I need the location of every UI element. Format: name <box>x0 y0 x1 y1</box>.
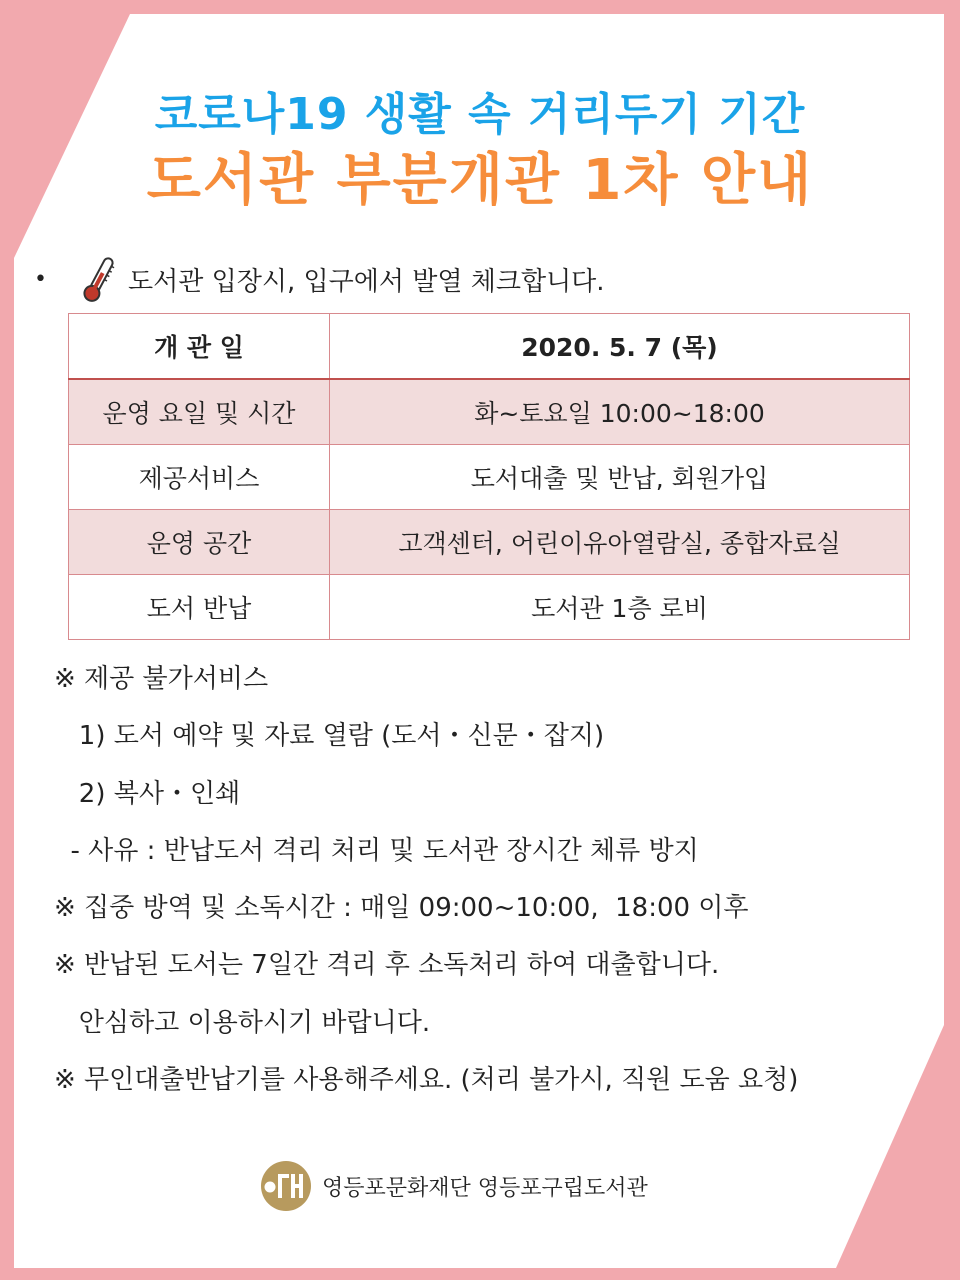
footer-organization: 영등포문화재단 영등포구립도서관 <box>322 1175 648 1201</box>
temperature-notice <box>34 252 605 306</box>
table-header-row <box>69 314 910 380</box>
row-label: 운영 요일 및 시간 <box>69 379 330 445</box>
temperature-notice-text: 도서관 입장시, 입구에서 발열 체크합니다. <box>128 266 605 297</box>
page-title: 코로나19 생활 속 거리두기 기간 <box>154 89 806 140</box>
row-value: 도서관 1층 로비 <box>330 575 910 640</box>
note-line: ※ 무인대출반납기를 사용해주세요. (처리 불가시, 직원 도움 요청) <box>54 1065 799 1096</box>
page-subtitle: 도서관 부분개관 1차 안내 <box>146 148 814 213</box>
note-line: ※ 제공 불가서비스 <box>54 664 269 694</box>
footer <box>258 1160 648 1212</box>
row-value: 화~토요일 10:00~18:00 <box>330 379 910 445</box>
opening-info-table <box>68 313 910 640</box>
foundation-logo-icon <box>258 1160 314 1212</box>
note-line: ※ 반납된 도서는 7일간 격리 후 소독처리 하여 대출합니다. <box>54 950 720 981</box>
note-line: 1) 도서 예약 및 자료 열람 (도서・신문・잡지) <box>54 721 605 752</box>
note-line: 2) 복사・인쇄 <box>54 778 241 809</box>
note-line: - 사유 : 반납도서 격리 처리 및 도서관 장시간 체류 방지 <box>54 835 699 866</box>
bullet-point: • <box>34 266 47 292</box>
opening-date-label: 개 관 일 <box>69 314 330 380</box>
thermometer-icon <box>76 252 122 306</box>
notes-section <box>54 654 798 1112</box>
note-line: 안심하고 이용하시기 바랍니다. <box>54 1007 431 1038</box>
row-label: 운영 공간 <box>69 510 330 575</box>
row-value: 고객센터, 어린이유아열람실, 종합자료실 <box>330 510 910 575</box>
table-row <box>69 445 910 510</box>
table-row <box>69 379 910 445</box>
opening-date-value: 2020. 5. 7 (목) <box>330 314 910 380</box>
row-label: 도서 반납 <box>69 575 330 640</box>
note-line: ※ 집중 방역 및 소독시간 : 매일 09:00~10:00, 18:00 이후 <box>54 893 749 924</box>
table-row <box>69 510 910 575</box>
row-label: 제공서비스 <box>69 445 330 510</box>
row-value: 도서대출 및 반납, 회원가입 <box>330 445 910 510</box>
table-row <box>69 575 910 640</box>
